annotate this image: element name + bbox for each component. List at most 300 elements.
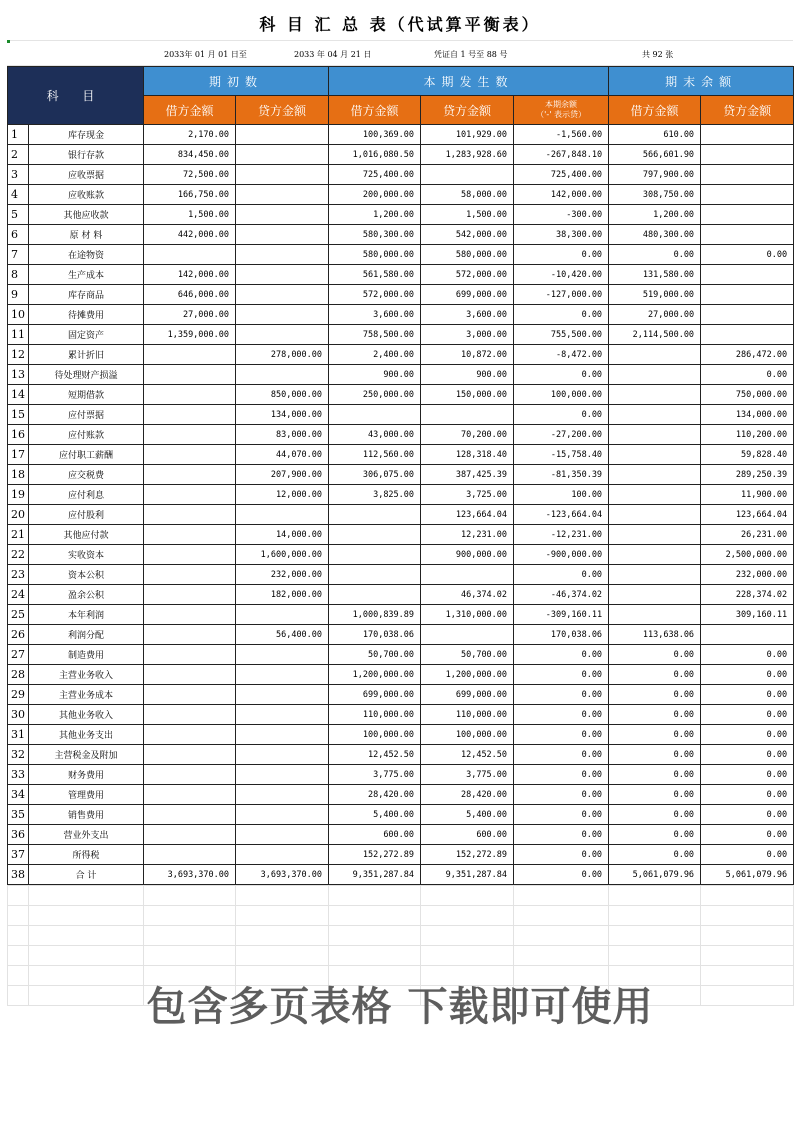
row-number-cell[interactable]: 33: [8, 765, 29, 785]
subject-name-cell[interactable]: 应收账款: [29, 185, 144, 205]
opening-debit-cell[interactable]: [144, 425, 236, 445]
empty-cell[interactable]: [236, 926, 329, 946]
current-debit-cell[interactable]: [329, 565, 421, 585]
row-number-cell[interactable]: 18: [8, 465, 29, 485]
current-credit-cell[interactable]: 101,929.00: [421, 125, 514, 145]
closing-debit-cell[interactable]: [609, 445, 701, 465]
closing-credit-cell[interactable]: 228,374.02: [701, 585, 794, 605]
opening-debit-cell[interactable]: [144, 825, 236, 845]
closing-debit-cell[interactable]: 0.00: [609, 645, 701, 665]
subject-name-cell[interactable]: 应交税费: [29, 465, 144, 485]
subject-name-cell[interactable]: 应付利息: [29, 485, 144, 505]
current-credit-cell[interactable]: [421, 625, 514, 645]
closing-debit-cell[interactable]: 0.00: [609, 745, 701, 765]
closing-credit-cell[interactable]: 0.00: [701, 685, 794, 705]
opening-debit-cell[interactable]: [144, 545, 236, 565]
current-balance-cell[interactable]: 0.00: [514, 845, 609, 865]
opening-credit-cell[interactable]: [236, 825, 329, 845]
current-credit-cell[interactable]: 12,231.00: [421, 525, 514, 545]
current-debit-cell[interactable]: 28,420.00: [329, 785, 421, 805]
current-debit-cell[interactable]: [329, 525, 421, 545]
current-balance-cell[interactable]: 170,038.06: [514, 625, 609, 645]
closing-debit-cell[interactable]: 2,114,500.00: [609, 325, 701, 345]
subject-name-cell[interactable]: 盈余公积: [29, 585, 144, 605]
current-debit-cell[interactable]: 600.00: [329, 825, 421, 845]
empty-cell[interactable]: [609, 906, 701, 926]
closing-debit-cell[interactable]: 1,200.00: [609, 205, 701, 225]
current-debit-cell[interactable]: 580,300.00: [329, 225, 421, 245]
current-balance-cell[interactable]: -300.00: [514, 205, 609, 225]
empty-cell[interactable]: [421, 886, 514, 906]
row-number-cell[interactable]: 1: [8, 125, 29, 145]
closing-debit-cell[interactable]: 610.00: [609, 125, 701, 145]
subject-name-cell[interactable]: 其他应付款: [29, 525, 144, 545]
row-number-cell[interactable]: 21: [8, 525, 29, 545]
row-number-cell[interactable]: 11: [8, 325, 29, 345]
closing-credit-cell[interactable]: 0.00: [701, 725, 794, 745]
current-credit-cell[interactable]: 3,600.00: [421, 305, 514, 325]
closing-debit-cell[interactable]: 0.00: [609, 785, 701, 805]
opening-credit-cell[interactable]: [236, 205, 329, 225]
current-balance-cell[interactable]: -8,472.00: [514, 345, 609, 365]
current-debit-cell[interactable]: 1,200,000.00: [329, 665, 421, 685]
opening-debit-cell[interactable]: 646,000.00: [144, 285, 236, 305]
current-credit-cell[interactable]: 12,452.50: [421, 745, 514, 765]
subject-name-cell[interactable]: 其他业务支出: [29, 725, 144, 745]
subject-name-cell[interactable]: 原 材 料: [29, 225, 144, 245]
opening-debit-cell[interactable]: 1,500.00: [144, 205, 236, 225]
closing-debit-cell[interactable]: 0.00: [609, 725, 701, 745]
empty-cell[interactable]: [609, 946, 701, 966]
row-number-cell[interactable]: 34: [8, 785, 29, 805]
closing-credit-cell[interactable]: [701, 325, 794, 345]
current-debit-cell[interactable]: 1,000,839.89: [329, 605, 421, 625]
row-number-cell[interactable]: 19: [8, 485, 29, 505]
opening-credit-cell[interactable]: [236, 665, 329, 685]
current-debit-cell[interactable]: 900.00: [329, 365, 421, 385]
opening-debit-cell[interactable]: [144, 745, 236, 765]
empty-cell[interactable]: [144, 886, 236, 906]
current-credit-cell[interactable]: 110,000.00: [421, 705, 514, 725]
current-credit-cell[interactable]: 387,425.39: [421, 465, 514, 485]
subject-name-cell[interactable]: 其他业务收入: [29, 705, 144, 725]
current-credit-cell[interactable]: 128,318.40: [421, 445, 514, 465]
subject-name-cell[interactable]: 利润分配: [29, 625, 144, 645]
subject-name-cell[interactable]: 制造费用: [29, 645, 144, 665]
closing-debit-cell[interactable]: [609, 345, 701, 365]
current-debit-cell[interactable]: [329, 505, 421, 525]
opening-credit-cell[interactable]: [236, 225, 329, 245]
empty-cell[interactable]: [236, 886, 329, 906]
current-debit-cell[interactable]: 580,000.00: [329, 245, 421, 265]
opening-credit-cell[interactable]: 14,000.00: [236, 525, 329, 545]
opening-debit-cell[interactable]: [144, 365, 236, 385]
closing-credit-cell[interactable]: [701, 145, 794, 165]
opening-debit-cell[interactable]: [144, 565, 236, 585]
current-balance-cell[interactable]: 0.00: [514, 865, 609, 885]
current-debit-cell[interactable]: 306,075.00: [329, 465, 421, 485]
current-balance-cell[interactable]: 0.00: [514, 705, 609, 725]
current-debit-cell[interactable]: 2,400.00: [329, 345, 421, 365]
closing-credit-cell[interactable]: [701, 125, 794, 145]
row-number-cell[interactable]: 31: [8, 725, 29, 745]
current-debit-cell[interactable]: 110,000.00: [329, 705, 421, 725]
row-number-cell[interactable]: 26: [8, 625, 29, 645]
current-balance-cell[interactable]: -10,420.00: [514, 265, 609, 285]
opening-credit-cell[interactable]: [236, 845, 329, 865]
subject-name-cell[interactable]: 在途物资: [29, 245, 144, 265]
current-debit-cell[interactable]: 250,000.00: [329, 385, 421, 405]
current-credit-cell[interactable]: [421, 565, 514, 585]
current-debit-cell[interactable]: 1,200.00: [329, 205, 421, 225]
closing-credit-cell[interactable]: 0.00: [701, 245, 794, 265]
opening-credit-cell[interactable]: [236, 325, 329, 345]
closing-debit-cell[interactable]: 0.00: [609, 825, 701, 845]
row-number-cell[interactable]: 8: [8, 265, 29, 285]
row-number-cell[interactable]: 29: [8, 685, 29, 705]
opening-credit-cell[interactable]: [236, 185, 329, 205]
current-balance-cell[interactable]: -81,350.39: [514, 465, 609, 485]
empty-cell[interactable]: [29, 906, 144, 926]
opening-credit-cell[interactable]: [236, 285, 329, 305]
current-credit-cell[interactable]: 1,310,000.00: [421, 605, 514, 625]
closing-credit-cell[interactable]: 289,250.39: [701, 465, 794, 485]
opening-debit-cell[interactable]: [144, 405, 236, 425]
empty-cell[interactable]: [29, 886, 144, 906]
empty-cell[interactable]: [514, 946, 609, 966]
current-debit-cell[interactable]: 725,400.00: [329, 165, 421, 185]
current-balance-cell[interactable]: -309,160.11: [514, 605, 609, 625]
current-debit-cell[interactable]: 50,700.00: [329, 645, 421, 665]
current-debit-cell[interactable]: 572,000.00: [329, 285, 421, 305]
closing-debit-cell[interactable]: 566,601.90: [609, 145, 701, 165]
current-balance-cell[interactable]: 0.00: [514, 785, 609, 805]
opening-debit-cell[interactable]: 834,450.00: [144, 145, 236, 165]
subject-name-cell[interactable]: 管理费用: [29, 785, 144, 805]
subject-name-cell[interactable]: 本年利润: [29, 605, 144, 625]
empty-cell[interactable]: [8, 946, 29, 966]
opening-credit-cell[interactable]: [236, 605, 329, 625]
current-credit-cell[interactable]: 152,272.89: [421, 845, 514, 865]
current-balance-cell[interactable]: 100.00: [514, 485, 609, 505]
row-number-cell[interactable]: 23: [8, 565, 29, 585]
closing-credit-cell[interactable]: [701, 285, 794, 305]
current-balance-cell[interactable]: 0.00: [514, 685, 609, 705]
subject-name-cell[interactable]: 生产成本: [29, 265, 144, 285]
row-number-cell[interactable]: 20: [8, 505, 29, 525]
row-number-cell[interactable]: 28: [8, 665, 29, 685]
closing-credit-cell[interactable]: 0.00: [701, 825, 794, 845]
empty-cell[interactable]: [514, 906, 609, 926]
current-credit-cell[interactable]: [421, 165, 514, 185]
subject-name-cell[interactable]: 固定资产: [29, 325, 144, 345]
current-credit-cell[interactable]: 10,872.00: [421, 345, 514, 365]
current-balance-cell[interactable]: 38,300.00: [514, 225, 609, 245]
row-number-cell[interactable]: 32: [8, 745, 29, 765]
current-credit-cell[interactable]: 28,420.00: [421, 785, 514, 805]
opening-debit-cell[interactable]: [144, 525, 236, 545]
opening-credit-cell[interactable]: 207,900.00: [236, 465, 329, 485]
opening-debit-cell[interactable]: 27,000.00: [144, 305, 236, 325]
closing-credit-cell[interactable]: 0.00: [701, 745, 794, 765]
closing-credit-cell[interactable]: [701, 625, 794, 645]
closing-credit-cell[interactable]: 286,472.00: [701, 345, 794, 365]
current-credit-cell[interactable]: 580,000.00: [421, 245, 514, 265]
opening-debit-cell[interactable]: [144, 625, 236, 645]
current-credit-cell[interactable]: 3,725.00: [421, 485, 514, 505]
closing-debit-cell[interactable]: [609, 585, 701, 605]
opening-debit-cell[interactable]: [144, 645, 236, 665]
closing-credit-cell[interactable]: 123,664.04: [701, 505, 794, 525]
subject-name-cell[interactable]: 所得税: [29, 845, 144, 865]
closing-credit-cell[interactable]: 0.00: [701, 665, 794, 685]
opening-credit-cell[interactable]: [236, 365, 329, 385]
current-credit-cell[interactable]: 5,400.00: [421, 805, 514, 825]
subject-name-cell[interactable]: 主营税金及附加: [29, 745, 144, 765]
opening-credit-cell[interactable]: 12,000.00: [236, 485, 329, 505]
opening-credit-cell[interactable]: [236, 145, 329, 165]
subject-name-cell[interactable]: 待处理财产损溢: [29, 365, 144, 385]
opening-debit-cell[interactable]: [144, 585, 236, 605]
empty-cell[interactable]: [701, 926, 794, 946]
current-credit-cell[interactable]: 123,664.04: [421, 505, 514, 525]
row-number-cell[interactable]: 9: [8, 285, 29, 305]
current-balance-cell[interactable]: -123,664.04: [514, 505, 609, 525]
empty-cell[interactable]: [514, 886, 609, 906]
closing-credit-cell[interactable]: 134,000.00: [701, 405, 794, 425]
row-number-cell[interactable]: 36: [8, 825, 29, 845]
current-debit-cell[interactable]: 699,000.00: [329, 685, 421, 705]
empty-cell[interactable]: [29, 926, 144, 946]
empty-cell[interactable]: [329, 906, 421, 926]
closing-debit-cell[interactable]: 113,638.06: [609, 625, 701, 645]
subject-name-cell[interactable]: 应付票据: [29, 405, 144, 425]
closing-debit-cell[interactable]: [609, 405, 701, 425]
closing-credit-cell[interactable]: [701, 305, 794, 325]
closing-credit-cell[interactable]: 0.00: [701, 845, 794, 865]
current-debit-cell[interactable]: 100,369.00: [329, 125, 421, 145]
current-credit-cell[interactable]: 9,351,287.84: [421, 865, 514, 885]
row-number-cell[interactable]: 2: [8, 145, 29, 165]
opening-debit-cell[interactable]: [144, 665, 236, 685]
closing-debit-cell[interactable]: 131,580.00: [609, 265, 701, 285]
opening-credit-cell[interactable]: [236, 645, 329, 665]
empty-cell[interactable]: [29, 946, 144, 966]
current-debit-cell[interactable]: 100,000.00: [329, 725, 421, 745]
opening-debit-cell[interactable]: [144, 785, 236, 805]
empty-cell[interactable]: [609, 886, 701, 906]
current-balance-cell[interactable]: 0.00: [514, 825, 609, 845]
current-credit-cell[interactable]: 150,000.00: [421, 385, 514, 405]
row-number-cell[interactable]: 12: [8, 345, 29, 365]
opening-debit-cell[interactable]: [144, 605, 236, 625]
closing-credit-cell[interactable]: 0.00: [701, 365, 794, 385]
opening-debit-cell[interactable]: 72,500.00: [144, 165, 236, 185]
current-debit-cell[interactable]: 12,452.50: [329, 745, 421, 765]
row-number-cell[interactable]: 10: [8, 305, 29, 325]
closing-debit-cell[interactable]: [609, 525, 701, 545]
opening-debit-cell[interactable]: [144, 245, 236, 265]
empty-cell[interactable]: [329, 886, 421, 906]
empty-cell[interactable]: [144, 946, 236, 966]
row-number-cell[interactable]: 17: [8, 445, 29, 465]
closing-credit-cell[interactable]: 0.00: [701, 805, 794, 825]
current-balance-cell[interactable]: -1,560.00: [514, 125, 609, 145]
opening-debit-cell[interactable]: [144, 705, 236, 725]
current-debit-cell[interactable]: 9,351,287.84: [329, 865, 421, 885]
empty-cell[interactable]: [329, 926, 421, 946]
current-debit-cell[interactable]: [329, 585, 421, 605]
opening-credit-cell[interactable]: [236, 125, 329, 145]
closing-debit-cell[interactable]: 0.00: [609, 685, 701, 705]
subject-name-cell[interactable]: 累计折旧: [29, 345, 144, 365]
subject-name-cell[interactable]: 销售费用: [29, 805, 144, 825]
empty-cell[interactable]: [236, 906, 329, 926]
current-balance-cell[interactable]: -267,848.10: [514, 145, 609, 165]
opening-debit-cell[interactable]: 142,000.00: [144, 265, 236, 285]
empty-cell[interactable]: [421, 926, 514, 946]
current-credit-cell[interactable]: 3,000.00: [421, 325, 514, 345]
subject-name-cell[interactable]: 主营业务成本: [29, 685, 144, 705]
current-balance-cell[interactable]: 0.00: [514, 725, 609, 745]
opening-credit-cell[interactable]: 1,600,000.00: [236, 545, 329, 565]
current-balance-cell[interactable]: 755,500.00: [514, 325, 609, 345]
current-debit-cell[interactable]: 758,500.00: [329, 325, 421, 345]
row-number-cell[interactable]: 15: [8, 405, 29, 425]
closing-debit-cell[interactable]: [609, 545, 701, 565]
opening-debit-cell[interactable]: [144, 465, 236, 485]
closing-debit-cell[interactable]: [609, 365, 701, 385]
empty-cell[interactable]: [514, 926, 609, 946]
row-number-cell[interactable]: 3: [8, 165, 29, 185]
closing-credit-cell[interactable]: 0.00: [701, 705, 794, 725]
empty-cell[interactable]: [701, 906, 794, 926]
opening-credit-cell[interactable]: [236, 245, 329, 265]
row-number-cell[interactable]: 22: [8, 545, 29, 565]
closing-credit-cell[interactable]: 750,000.00: [701, 385, 794, 405]
opening-credit-cell[interactable]: [236, 165, 329, 185]
row-number-cell[interactable]: 14: [8, 385, 29, 405]
empty-cell[interactable]: [8, 926, 29, 946]
closing-debit-cell[interactable]: [609, 465, 701, 485]
current-debit-cell[interactable]: 3,775.00: [329, 765, 421, 785]
row-number-cell[interactable]: 27: [8, 645, 29, 665]
subject-name-cell[interactable]: 短期借款: [29, 385, 144, 405]
row-number-cell[interactable]: 6: [8, 225, 29, 245]
opening-debit-cell[interactable]: 166,750.00: [144, 185, 236, 205]
opening-debit-cell[interactable]: 1,359,000.00: [144, 325, 236, 345]
closing-debit-cell[interactable]: 0.00: [609, 705, 701, 725]
opening-credit-cell[interactable]: [236, 765, 329, 785]
current-credit-cell[interactable]: 1,200,000.00: [421, 665, 514, 685]
current-debit-cell[interactable]: 170,038.06: [329, 625, 421, 645]
opening-credit-cell[interactable]: 278,000.00: [236, 345, 329, 365]
closing-debit-cell[interactable]: 0.00: [609, 805, 701, 825]
opening-credit-cell[interactable]: 56,400.00: [236, 625, 329, 645]
opening-credit-cell[interactable]: [236, 745, 329, 765]
opening-credit-cell[interactable]: 3,693,370.00: [236, 865, 329, 885]
current-credit-cell[interactable]: 1,283,928.60: [421, 145, 514, 165]
current-credit-cell[interactable]: [421, 405, 514, 425]
opening-credit-cell[interactable]: [236, 505, 329, 525]
empty-cell[interactable]: [421, 906, 514, 926]
current-debit-cell[interactable]: 200,000.00: [329, 185, 421, 205]
current-credit-cell[interactable]: 542,000.00: [421, 225, 514, 245]
opening-credit-cell[interactable]: [236, 725, 329, 745]
opening-debit-cell[interactable]: [144, 505, 236, 525]
closing-credit-cell[interactable]: 110,200.00: [701, 425, 794, 445]
row-number-cell[interactable]: 35: [8, 805, 29, 825]
subject-name-cell[interactable]: 应付职工薪酬: [29, 445, 144, 465]
row-number-cell[interactable]: 13: [8, 365, 29, 385]
opening-credit-cell[interactable]: [236, 785, 329, 805]
current-credit-cell[interactable]: 900.00: [421, 365, 514, 385]
closing-credit-cell[interactable]: [701, 225, 794, 245]
current-credit-cell[interactable]: 600.00: [421, 825, 514, 845]
opening-debit-cell[interactable]: [144, 765, 236, 785]
opening-debit-cell[interactable]: [144, 725, 236, 745]
current-credit-cell[interactable]: 699,000.00: [421, 685, 514, 705]
current-balance-cell[interactable]: 0.00: [514, 645, 609, 665]
current-balance-cell[interactable]: 0.00: [514, 305, 609, 325]
current-balance-cell[interactable]: -12,231.00: [514, 525, 609, 545]
current-debit-cell[interactable]: 561,580.00: [329, 265, 421, 285]
current-balance-cell[interactable]: 0.00: [514, 665, 609, 685]
current-balance-cell[interactable]: 0.00: [514, 245, 609, 265]
row-number-cell[interactable]: 4: [8, 185, 29, 205]
row-number-cell[interactable]: 16: [8, 425, 29, 445]
closing-debit-cell[interactable]: 27,000.00: [609, 305, 701, 325]
empty-cell[interactable]: [236, 946, 329, 966]
row-number-cell[interactable]: 7: [8, 245, 29, 265]
closing-credit-cell[interactable]: [701, 165, 794, 185]
closing-debit-cell[interactable]: [609, 485, 701, 505]
closing-debit-cell[interactable]: [609, 565, 701, 585]
closing-credit-cell[interactable]: 5,061,079.96: [701, 865, 794, 885]
current-credit-cell[interactable]: 1,500.00: [421, 205, 514, 225]
closing-credit-cell[interactable]: 2,500,000.00: [701, 545, 794, 565]
closing-credit-cell[interactable]: 26,231.00: [701, 525, 794, 545]
opening-debit-cell[interactable]: 2,170.00: [144, 125, 236, 145]
subject-name-cell[interactable]: 财务费用: [29, 765, 144, 785]
closing-debit-cell[interactable]: 0.00: [609, 245, 701, 265]
opening-credit-cell[interactable]: [236, 705, 329, 725]
closing-debit-cell[interactable]: 5,061,079.96: [609, 865, 701, 885]
opening-debit-cell[interactable]: [144, 385, 236, 405]
opening-credit-cell[interactable]: 232,000.00: [236, 565, 329, 585]
subject-name-cell[interactable]: 主营业务收入: [29, 665, 144, 685]
closing-debit-cell[interactable]: 0.00: [609, 845, 701, 865]
current-balance-cell[interactable]: 725,400.00: [514, 165, 609, 185]
current-credit-cell[interactable]: 699,000.00: [421, 285, 514, 305]
closing-credit-cell[interactable]: 232,000.00: [701, 565, 794, 585]
subject-name-cell[interactable]: 营业外支出: [29, 825, 144, 845]
opening-credit-cell[interactable]: 134,000.00: [236, 405, 329, 425]
closing-credit-cell[interactable]: [701, 205, 794, 225]
opening-debit-cell[interactable]: [144, 445, 236, 465]
row-number-cell[interactable]: 24: [8, 585, 29, 605]
current-balance-cell[interactable]: 100,000.00: [514, 385, 609, 405]
closing-credit-cell[interactable]: [701, 185, 794, 205]
opening-credit-cell[interactable]: 83,000.00: [236, 425, 329, 445]
closing-credit-cell[interactable]: 0.00: [701, 765, 794, 785]
opening-credit-cell[interactable]: 850,000.00: [236, 385, 329, 405]
opening-debit-cell[interactable]: 442,000.00: [144, 225, 236, 245]
opening-debit-cell[interactable]: [144, 845, 236, 865]
opening-debit-cell[interactable]: [144, 485, 236, 505]
opening-debit-cell[interactable]: [144, 685, 236, 705]
current-balance-cell[interactable]: 0.00: [514, 805, 609, 825]
